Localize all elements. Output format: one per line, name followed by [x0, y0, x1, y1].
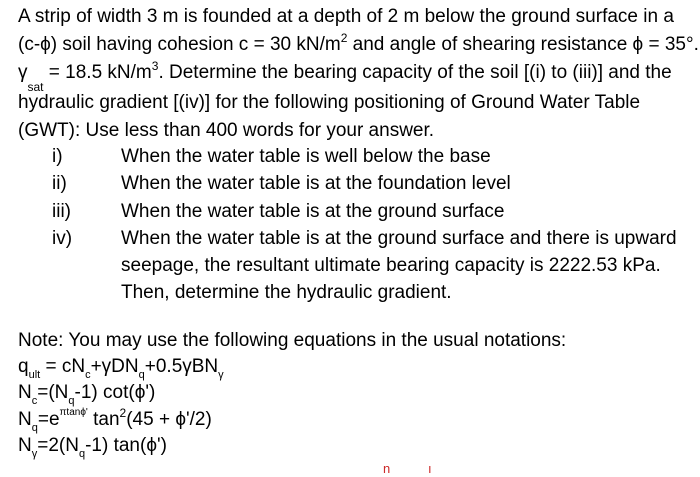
equation-nc: $N_c=(N_q-1)$ cot(ϕ') — [18, 382, 156, 407]
case-text: When the water table is well below the base — [121, 146, 491, 167]
problem-line-1 — [18, 6, 686, 28]
case-number: ii) — [52, 173, 67, 194]
note-line: Note: You may use the following equations in the usual notations: — [18, 330, 567, 351]
problem-text-2b: and angle of shearing resistance ϕ = 35°. — [347, 34, 699, 55]
problem-text-3a: = 18.5 kN/m — [43, 62, 152, 83]
case-text: When the water table is at the foundation level — [121, 173, 511, 194]
case-number: i) — [52, 146, 63, 167]
equation-nq: $N_q=e^{\pi tan\phi'}$ $\tan^2(45 + \phi'/2)$ — [18, 406, 212, 434]
cropped-red-text-fragment: ı — [428, 461, 432, 476]
case-text: When the water table is at the ground surface — [121, 201, 505, 222]
problem-text-3b: . Determine the bearing capacity of the soil [(i) to (iii)] and the — [158, 62, 672, 83]
equation-ngamma: $N_\gamma=2(N_q-1)$ tan(ϕ') — [18, 435, 167, 460]
superscript: 2 — [340, 31, 348, 45]
superscript: 3 — [151, 59, 159, 73]
equation-qult: $q_{ult} = cN_c+\gamma DN_q+0.5\gamma BN_\gamma$ — [18, 356, 224, 381]
cropped-red-text-fragment: n — [383, 461, 391, 476]
problem-text-1: A strip of width 3 m is founded at a depth of 2 m below the ground surface in a — [18, 6, 674, 27]
problem-line-5: (GWT): Use less than 400 words for your answer. — [18, 120, 435, 141]
case-number: iv) — [52, 228, 73, 249]
case-text: When the water table is at the ground surface and there is upward — [121, 228, 677, 249]
case-number: iii) — [52, 201, 71, 222]
case-4-continuation-2: Then, determine the hydraulic gradient. — [121, 282, 452, 303]
problem-line-4: hydraulic gradient [(iv)] for the following positioning of Ground Water Table — [18, 92, 641, 113]
subscript-sat: sat — [27, 80, 44, 94]
problem-line-2 — [18, 31, 699, 56]
problem-text-2a: (c-ϕ) soil having cohesion c = 30 kN/m — [18, 34, 341, 55]
gamma-symbol: γ — [18, 62, 28, 83]
case-4-continuation-1: seepage, the resultant ultimate bearing capacity is 2222.53 kPa. — [121, 255, 661, 276]
problem-line-3 — [18, 59, 672, 94]
